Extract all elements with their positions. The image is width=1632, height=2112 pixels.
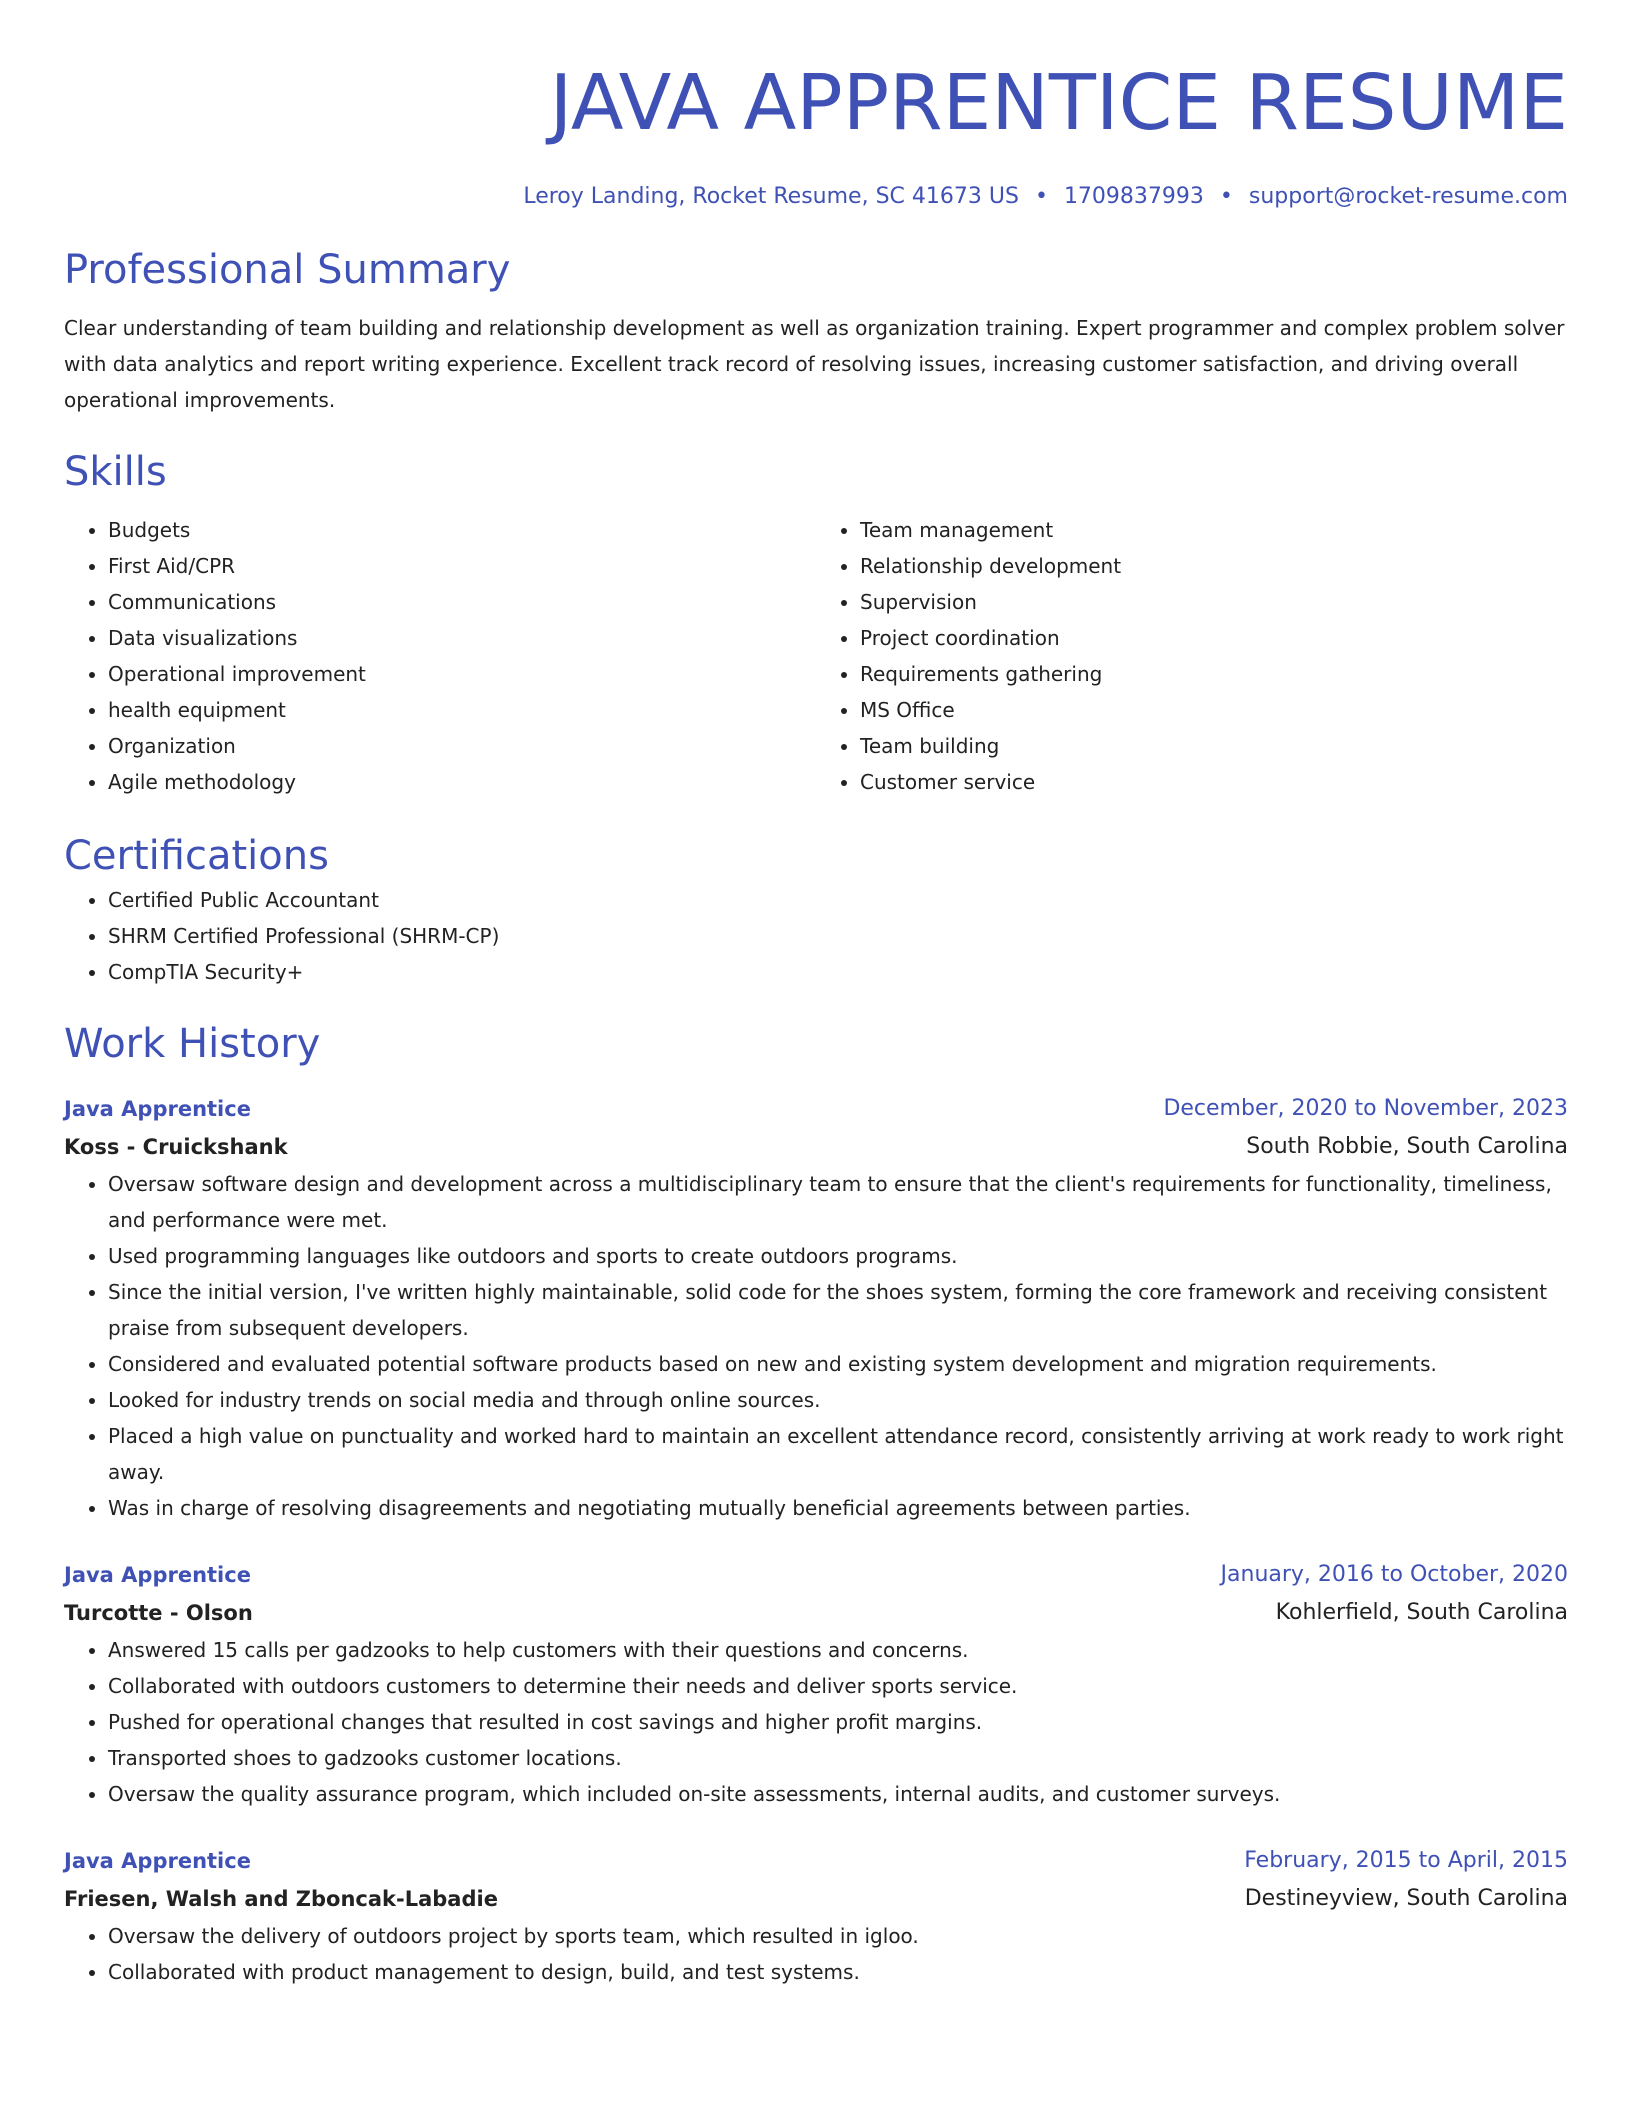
contact-separator: • (1034, 184, 1048, 209)
job-company: Turcotte - Olson (64, 1601, 253, 1625)
job-role: Java Apprentice (64, 1563, 251, 1587)
job-bullet: • Collaborated with product management to design, build, and test systems. (108, 1954, 1568, 1990)
resume-title: JAVA APPRENTICE RESUME (549, 59, 1568, 148)
job-bullet: • Answered 15 calls per gadzooks to help customers with their questions and concerns. (108, 1632, 1568, 1668)
skill-item: • Team building (860, 728, 1568, 764)
certification-item: • SHRM Certified Professional (SHRM-CP) (108, 918, 1568, 954)
job-bullet: • Considered and evaluated potential software products based on new and existing system development and migration requirements. (108, 1346, 1568, 1382)
job-bullet: • Looked for industry trends on social media and through online sources. (108, 1382, 1568, 1418)
skill-item: • Supervision (860, 584, 1568, 620)
skill-item: • Agile methodology (108, 764, 816, 800)
job-bullet: • Was in charge of resolving disagreements and negotiating mutually beneficial agreements between parties. (108, 1490, 1568, 1526)
job-bullets (64, 1166, 1568, 1526)
job-dates: February, 2015 to April, 2015 (1244, 1848, 1568, 1873)
skill-item: • Relationship development (860, 548, 1568, 584)
skill-item: • Organization (108, 728, 816, 764)
skill-item: • Budgets (108, 512, 816, 548)
skills-list (64, 512, 1568, 800)
skill-item: • Data visualizations (108, 620, 816, 656)
job-entry (64, 1556, 1568, 1812)
job-company-row (64, 1880, 1568, 1918)
job-bullet: • Oversaw the delivery of outdoors project by sports team, which resulted in igloo. (108, 1918, 1568, 1954)
job-header-row (64, 1556, 1568, 1594)
certification-item: • CompTIA Security+ (108, 954, 1568, 990)
skills-column-right (816, 512, 1568, 800)
job-entry (64, 1842, 1568, 1990)
job-header-row (64, 1090, 1568, 1128)
skill-item: • health equipment (108, 692, 816, 728)
skill-item: • Customer service (860, 764, 1568, 800)
job-role: Java Apprentice (64, 1849, 251, 1873)
job-company: Friesen, Walsh and Zboncak-Labadie (64, 1887, 498, 1911)
job-company: Koss - Cruickshank (64, 1135, 288, 1159)
skills-column-left (64, 512, 816, 800)
job-location: Kohlerfield, South Carolina (1275, 1600, 1568, 1625)
section-heading-summary: Professional Summary (64, 247, 511, 293)
job-bullet: • Oversaw software design and development across a multidisciplinary team to ensure that the client's requirements for functionality, timeliness, and performance were met. (108, 1166, 1568, 1238)
job-bullets (64, 1918, 1568, 1990)
job-entry (64, 1090, 1568, 1526)
job-bullet: • Placed a high value on punctuality and worked hard to maintain an excellent attendance record, consistently arriving at work ready to work right away. (108, 1418, 1568, 1490)
skill-item: • First Aid/CPR (108, 548, 816, 584)
skill-item: • Operational improvement (108, 656, 816, 692)
certification-item: • Certified Public Accountant (108, 882, 1568, 918)
job-company-row (64, 1594, 1568, 1632)
section-heading-certifications: Certifications (64, 833, 329, 879)
job-role: Java Apprentice (64, 1097, 251, 1121)
job-bullet: • Used programming languages like outdoors and sports to create outdoors programs. (108, 1238, 1568, 1274)
contact-separator: • (1219, 184, 1233, 209)
job-bullet: • Transported shoes to gadzooks customer locations. (108, 1740, 1568, 1776)
skill-item: • Communications (108, 584, 816, 620)
contact-line (64, 182, 1568, 212)
job-location: South Robbie, South Carolina (1246, 1134, 1568, 1159)
skill-item: • Requirements gathering (860, 656, 1568, 692)
section-heading-work-history: Work History (64, 1021, 321, 1067)
job-header-row (64, 1842, 1568, 1880)
contact-address: Leroy Landing, Rocket Resume, SC 41673 US (523, 184, 1019, 209)
skill-item: • Project coordination (860, 620, 1568, 656)
job-company-row (64, 1128, 1568, 1166)
job-bullet: • Pushed for operational changes that resulted in cost savings and higher profit margins. (108, 1704, 1568, 1740)
job-dates: December, 2020 to November, 2023 (1163, 1096, 1568, 1121)
skill-item: • Team management (860, 512, 1568, 548)
summary-text: Clear understanding of team building and relationship development as well as organization training. Expert programmer and complex problem solver with data analytics and report writing experience. Excellent track record of resolving issues, increasing customer satisfaction, and driving overall operational improvements. (64, 316, 1565, 412)
job-location: Destineyview, South Carolina (1244, 1886, 1568, 1911)
job-bullet: • Since the initial version, I've written highly maintainable, solid code for the shoes system, forming the core framework and receiving consistent praise from subsequent developers. (108, 1274, 1568, 1346)
contact-phone: 1709837993 (1063, 184, 1204, 209)
certifications-list (64, 882, 1568, 990)
skill-item: • MS Office (860, 692, 1568, 728)
job-dates: January, 2016 to October, 2020 (1220, 1562, 1568, 1587)
job-bullets (64, 1632, 1568, 1812)
resume-page (64, 0, 1568, 1990)
job-bullet: • Collaborated with outdoors customers to determine their needs and deliver sports service. (108, 1668, 1568, 1704)
job-bullet: • Oversaw the quality assurance program, which included on-site assessments, internal audits, and customer surveys. (108, 1776, 1568, 1812)
contact-email[interactable]: support@rocket-resume.com (1248, 184, 1568, 209)
section-heading-skills: Skills (64, 449, 167, 495)
